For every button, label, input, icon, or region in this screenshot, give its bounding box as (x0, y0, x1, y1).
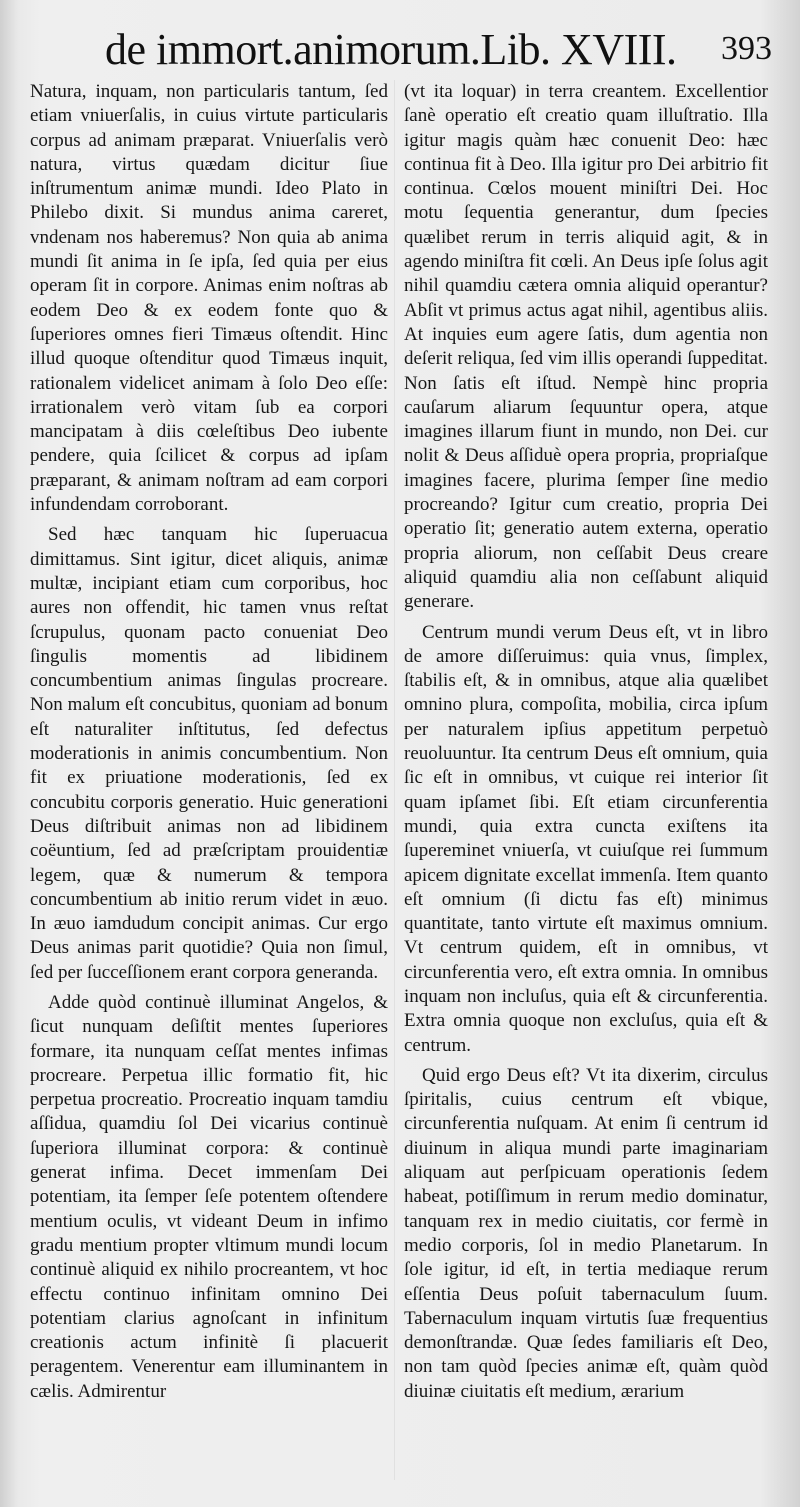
right-paragraph-2: Centrum mundi verum Deus eſt, vt in libro de amore diſſeruimus: quia vnus, ſimplex, ſtabilis eſt, & in omnibus, atque alia quælibet omnino plura, compoſita, mobilia, circa ipſum per naturalem ipſius appetitum perpetuò reuoluuntur. Ita centrum Deus eſt omnium, quia ſic eſt in omnibus, vt cuique rei interior ſit quam ipſamet ſibi. Eſt etiam circunferentia mundi, quia extra cuncta exiſtens ita ſupereminet vniuerſa, vt cuiuſque rei ſummum apicem dignitate excellat immenſa. Item quanto eſt omnium (ſi dictu fas eſt) minimus quantitate, tanto virtute eſt maximus omnium. Vt centrum quidem, eſt in omnibus, vt circunferentia vero, eſt extra omnia. In omnibus inquam non incluſus, quia eſt & circunferentia. Extra omnia quoque non excluſus, quia eſt & centrum. (404, 621, 768, 1056)
right-paragraph-1: (vt ita loquar) in terra creantem. Excellentior ſanè operatio eſt creatio quam illuſtratio. Illa igitur magis quàm hæc conuenit Deo: hæc continua fit à Deo. Illa igitur pro Dei arbitrio fit continua. Cœlos mouent miniſtri Dei. Hoc motu ſequentia generantur, dum ſpecies quælibet rerum in terris aliquid agit, & in agendo miniſtra fit cœli. An Deus ipſe ſolus agit nihil quamdiu cætera omnia aliquid operantur? Abſit vt primus actus agat nihil, agentibus aliis. At inquies eum agere ſatis, dum agentia non deſerit reliqua, ſed vim illis operandi ſuppeditat. Non ſatis eſt iſtud. Nempè hinc propria cauſarum aliarum ſequuntur opera, atque imagines illarum fiunt in mundo, non Dei. cur nolit & Deus aſſiduè opera propria, propriaſque imagines facere, plurima ſemper ſine medio procreando? Igitur cum creatio, propria Dei operatio ſit; generatio autem externa, operatio propria aliorum, non ceſſabit Deus creare aliquid quamdiu alia non ceſſabunt aliquid generare. (404, 81, 768, 613)
column-gutter (394, 80, 395, 1480)
left-paragraph-2: Sed hæc tanquam hic ſuperuacua dimittamus. Sint igitur, dicet aliquis, animæ multæ, incipiant etiam cum corporibus, hoc aures non offendit, hic tamen vnus reſtat ſcrupulus, quonam pacto conueniat Deo ſingulis momentis ad libidinem concumbentium animas ſingulas procreare. Non malum eſt concubitus, quoniam ad bonum eſt naturaliter inſtitutus, ſed defectus moderationis in animis concumbentium. Non fit ex priuatione moderationis, ſed ex concubitu corporis generatio. Huic generationi Deus diſtribuit animas non ad libidinem coëuntium, ſed ad præſcriptam prouidentiæ legem, quæ & numerum & tempora concumbentium ab initio rerum videt in æuo. In æuo iamdudum concipit animas. Cur ergo Deus animas parit quotidie? Quia non ſimul, ſed per ſucceſſionem erant corpora generanda. (30, 524, 388, 983)
left-column (30, 80, 388, 1480)
left-paragraph-3: Adde quòd continuè illuminat Angelos, & ſicut nunquam deſiſtit mentes ſuperiores formare, ita nunquam ceſſat mentes infimas procreare. Perpetua illic formatio fit, hic perpetua procreatio. Procreatio inquam tamdiu aſſidua, quamdiu ſol Dei vicarius continuè ſuperiora illuminat corpora: & continuè generat infima. Decet immenſam Dei potentiam, ita ſemper ſeſe potentem oſtendere mentium oculis, vt videant Deum in infimo gradu mentium propter vltimum mundi locum continuè aliquid ex nihilo procreantem, vt hoc effectu continuo infinitam omnino Dei potentiam clarius agnoſcant in infinitum creationis actum infinitè ſi placuerit peragentem. Venerentur eam illuminantem in cælis. Admirentur (30, 991, 388, 1402)
right-column (404, 80, 768, 1480)
page-number: 393 (721, 30, 772, 67)
right-paragraph-3: Quid ergo Deus eſt? Vt ita dixerim, circulus ſpiritalis, cuius centrum eſt vbique, circunferentia nuſquam. At enim ſi centrum id diuinum in aliqua mundi parte imaginariam aliquam aut perſpicuam operationis ſedem habeat, potiſſimum in rerum medio dominatur, tanquam rex in medio ciuitatis, cor fermè in medio corporis, ſol in medio Planetarum. In ſole igitur, id eſt, in tertia mediaque rerum eſſentia Deus poſuit tabernaculum ſuum. Tabernaculum inquam virtutis ſuæ frequentius demonſtrandæ. Quæ ſedes familiaris eſt Deo, non tam quòd ſpecies animæ eſt, quàm quòd diuinæ ciuitatis eſt medium, ærarium (404, 1064, 768, 1402)
running-title: de immort.animorum.Lib. XVIII. (105, 25, 677, 74)
left-paragraph-1: Natura, inquam, non particularis tantum, ſed etiam vniuerſalis, in cuius virtute particularis corpus ad animam præparat. Vniuerſalis verò natura, virtus quædam dicitur ſiue inſtrumentum animæ mundi. Ideo Plato in Philebo dixit. Si mundus anima careret, vndenam nos haberemus? Non quia ab anima mundi ſit anima in ſe ipſa, ſed quia per eius operam ſit in corpore. Animas enim noſtras ab eodem Deo & ex eodem fonte quo & ſuperiores omnes fieri Timæus oſtendit. Hinc illud quoque oſtenditur quod Timæus inquit, rationalem videlicet animam à ſolo Deo eſſe: irrationalem verò vitam ſub ea corpori mancipatam à diis cœleſtibus Deo iubente pendere, quia ſcilicet & corpus ad ipſam præparant, & animam noſtram ad eam corpori infundendam corroborant. (30, 81, 388, 516)
running-head (105, 24, 772, 74)
